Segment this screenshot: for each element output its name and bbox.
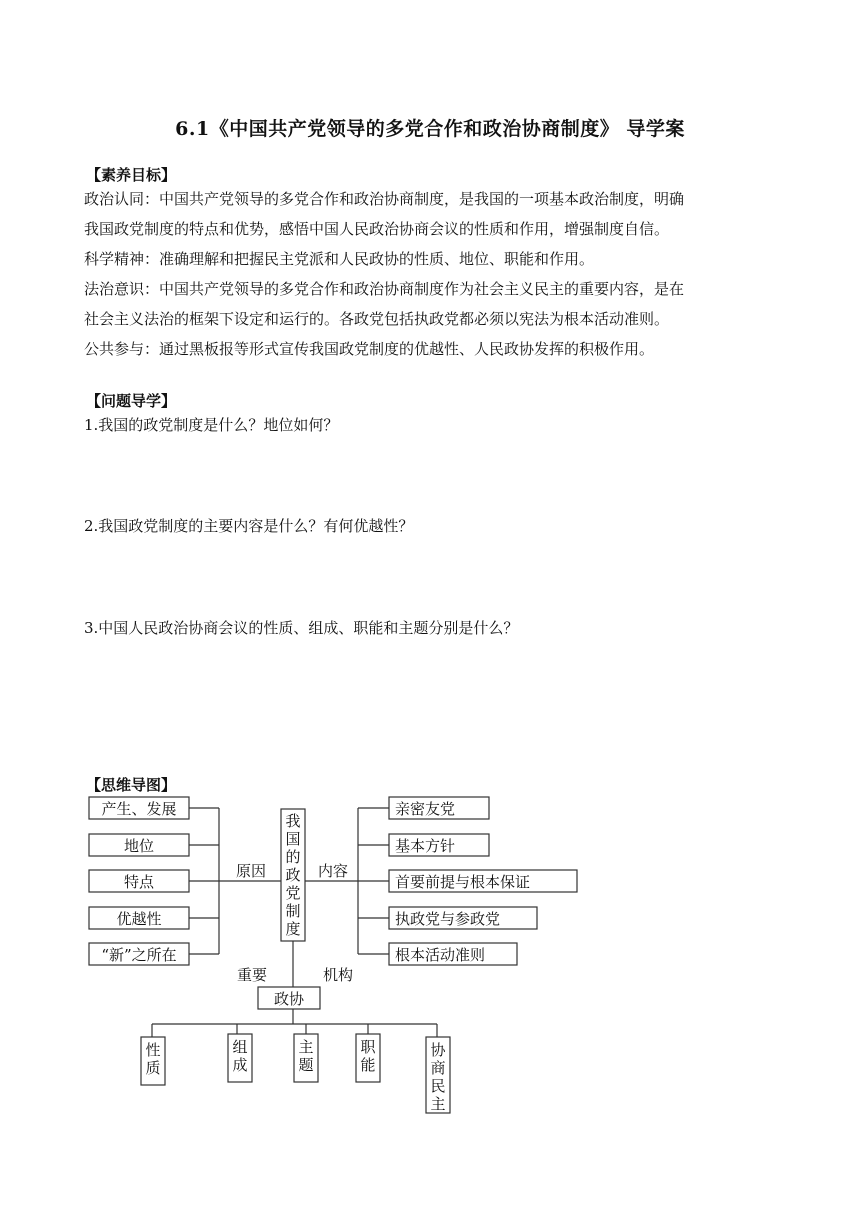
goal-line: 科学精神：准确理解和把握民主党派和人民政协的性质、地位、职能和作用。 [84, 250, 595, 268]
question-item: 2.我国政党制度的主要内容是什么？有何优越性？ [84, 517, 414, 535]
question-item: 3.中国人民政治协商会议的性质、组成、职能和主题分别是什么？ [84, 619, 519, 637]
bottom-branch [141, 941, 450, 1113]
goal-line: 社会主义法治的框架下设定和运行的。各政党包括执政党都必须以宪法为根本活动准则。 [84, 310, 670, 328]
left-item: “新”之所在 [101, 946, 177, 964]
right-item: 亲密友党 [395, 800, 456, 818]
left-item: 产生、发展 [101, 800, 177, 818]
bottom-item: 协商民主 [430, 1041, 446, 1113]
right-item: 根本活动准则 [395, 946, 486, 964]
goal-line: 我国政党制度的特点和优势，感悟中国人民政治协商会议的性质和作用，增强制度自信。 [84, 220, 670, 238]
goal-line: 公共参与：通过黑板报等形式宣传我国政党制度的优越性、人民政协发挥的积极作用。 [84, 340, 655, 358]
left-branch [89, 797, 281, 965]
bottom-item: 主题 [298, 1038, 314, 1074]
center-node [281, 809, 305, 941]
right-label: 内容 [317, 862, 349, 880]
center-label: 我国的政党制度 [285, 812, 301, 938]
questions-heading: 【问题导学】 [86, 392, 177, 410]
bottom-label-right: 机构 [322, 966, 354, 984]
right-item: 首要前提与根本保证 [395, 873, 531, 891]
left-item: 地位 [123, 837, 155, 855]
bottom-label-left: 重要 [236, 966, 268, 984]
goal-line: 法治意识：中国共产党领导的多党合作和政治协商制度作为社会主义民主的重要内容，是在 [84, 280, 685, 298]
right-item: 基本方针 [395, 837, 456, 855]
goals-heading: 【素养目标】 [86, 166, 177, 184]
left-item: 优越性 [116, 910, 162, 928]
right-branch [305, 797, 577, 965]
bottom-item: 组成 [232, 1038, 248, 1074]
page-title: 6.1《中国共产党领导的多党合作和政治协商制度》 导学案 [175, 118, 685, 140]
right-item: 执政党与参政党 [395, 910, 501, 928]
left-item: 特点 [123, 873, 155, 891]
bottom-item: 性质 [145, 1041, 161, 1077]
goal-line: 政治认同：中国共产党领导的多党合作和政治协商制度，是我国的一项基本政治制度，明确 [84, 190, 685, 208]
left-label: 原因 [235, 862, 267, 880]
bottom-item: 职能 [360, 1038, 376, 1074]
mindmap-heading: 【思维导图】 [86, 776, 177, 794]
bottom-box-label: 政协 [273, 990, 305, 1008]
question-item: 1.我国的政党制度是什么？地位如何？ [84, 416, 339, 434]
